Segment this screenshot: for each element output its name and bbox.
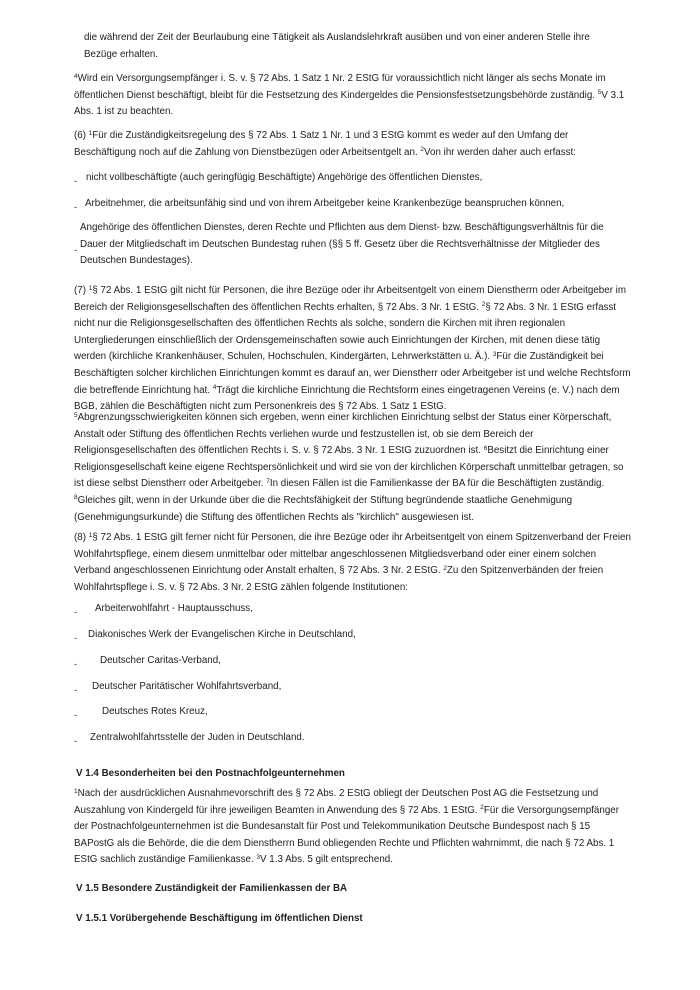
list-item	[74, 627, 634, 644]
list-item	[74, 730, 634, 747]
paragraph-label: (6)	[74, 130, 89, 141]
paragraph-text: Trägt die kirchliche Einrichtung die Rechtsform eines eingetragenen Vereins (e. V.) nach dem BGB, zählen die Beschäftigten nicht zum Personenkreis des § 72 Abs. 1 Satz 1 EStG.	[74, 384, 620, 413]
paragraph-text: Besitzt die Einrichtung einer Religionsgesellschaft keine eigene Rechtspersönlichkeit und wird sie von der kirchlichen Körperschaft unmittelbar getragen, so ist diese selbst Dienstherr oder Arbeitgeber.	[74, 445, 624, 490]
bullet-dash: -	[74, 202, 77, 212]
list-item	[74, 679, 634, 696]
bullet-dash: -	[74, 659, 77, 669]
paragraph-text: Gleiches gilt, wenn in der Urkunde über die die Rechtsfähigkeit der Stiftung begründende staatliche Genehmigung (Genehmigungsurkunde) die Stiftung des öffentlichen Rechts als "kirchlich" ausgewiesen ist.	[74, 494, 573, 523]
section-heading-1-5: V 1.5 Besondere Zuständigkeit der Familienkassen der BA	[76, 883, 348, 894]
list-item-text: Deutscher Caritas-Verband,	[100, 655, 221, 666]
section-heading-1-5-1: V 1.5.1 Vorübergehende Beschäftigung im öffentlichen Dienst	[76, 913, 363, 924]
bullet-dash: -	[74, 176, 77, 186]
paragraph-text: Zu den Spitzenverbänden der freien Wohlfahrtspflege i. S. v. § 72 Abs. 3 Nr. 2 EStG zählen folgende Institutionen:	[74, 565, 604, 593]
list-item	[74, 170, 634, 187]
list-item-text: Diakonisches Werk der Evangelischen Kirche in Deutschland,	[88, 629, 356, 640]
list-item	[74, 196, 634, 213]
paragraph-text: Nach der ausdrücklichen Ausnahmevorschrift des § 72 Abs. 2 EStG obliegt der Deutschen Post AG die Festsetzung und Auszahlung von Kindergeld für ihre jeweiligen Beamten in Anwendung des § 72 Abs. 1 EStG.	[74, 788, 599, 816]
paragraph-text: § 72 Abs. 1 EStG gilt nicht für Personen, die ihre Bezüge oder ihr Arbeitsentgelt von einem Dienstherrn oder Arbeitgeber im Bereich der Religionsgesellschaften des öffentlichen Rechts erhalten, § 72 Abs. 3 Nr. 1 EStG.	[74, 285, 627, 313]
sentence-number: 8	[74, 494, 78, 502]
sentence-number: 3	[256, 853, 261, 861]
list-item-text: Deutsches Rotes Kreuz,	[102, 706, 208, 717]
sentence-number: 6	[483, 444, 488, 452]
bullet-dash: -	[74, 685, 77, 695]
bullet-dash: -	[74, 710, 77, 720]
paragraph-text: § 72 Abs. 3 Nr. 1 EStG erfasst nicht nur die Religionsgesellschaften des öffentlichen Rechts als solche, sondern die Kirchen mit ihren regionalen Untergliederungen einschließlich der Ordensgemeinschaften sowie auch Einrichtungen der Kirchen, mit denen diese tätig werden (kirchliche Krankenhäuser, Schulen, Hochschulen, Kindergärten, Lehrwerkstätten u. Ä.).	[74, 301, 617, 363]
sentence-number: 5	[597, 89, 602, 97]
list-item-text: Arbeitnehmer, die arbeitsunfähig sind und von ihrem Arbeitgeber keine Krankenbezüge beanspruchen können,	[85, 198, 565, 209]
sentence-number: 2	[443, 564, 447, 572]
sentence-number: 1	[88, 531, 93, 539]
sentence-number: 1	[88, 129, 93, 137]
paragraph-text: Wird ein Versorgungsempfänger i. S. v. § 72 Abs. 1 Satz 1 Nr. 2 EStG für voraussichtlich nicht länger als sechs Monate im öffentlichen Dienst beschäftigt, bleibt für die Festsetzung des Kindergeldes die Pensionsfestsetzungsbehörde zuständig.	[74, 73, 606, 101]
paragraph-text: Für die Zuständigkeit bei Beschäftigten solcher kirchlichen Einrichtungen kommt es darauf an, wer Dienstherr oder Arbeitgeber ist und welche Rechtsform die betreffende Einrichtung hat.	[74, 351, 631, 396]
paragraph-label: (8)	[74, 532, 89, 543]
list-item-text: Deutscher Paritätischer Wohlfahrtsverband,	[92, 681, 282, 692]
sentence-number: 2	[420, 146, 425, 154]
list-item-text: Angehörige des öffentlichen Dienstes, deren Rechte und Pflichten aus dem Dienst- bzw. Beschäftigungsverhältnis für die Dauer der Mitgliedschaft im Deutschen Bundestag ruhen (§§ 5 ff. Gesetz über die Rechtsverhältnisse der Mitglieder des Deutschen Bundestages).	[80, 222, 604, 267]
lead-paragraph: die während der Zeit der Beurlaubung eine Tätigkeit als Auslandslehrkraft ausüben und von einer anderen Stelle ihre Bezüge erhalten.	[84, 32, 590, 60]
paragraph-text: Für die Versorgungsempfänger der Postnachfolgeunternehmen ist die Bundesanstalt für Post und Telekommunikation Deutsche Bundespost nach § 15 BAPostG als die Behörde, die die dem Dienstherrn Bund obliegenden Rechte und Pflichten wahrnimmt, die nach § 72 Abs. 1 EStG sachlich zuständige Familienkasse.	[74, 804, 619, 866]
section-heading-1-4: V 1.4 Besonderheiten bei den Postnachfolgeunternehmen	[76, 768, 345, 779]
sentence-number: 2	[480, 804, 484, 812]
paragraph-text: § 72 Abs. 1 EStG gilt ferner nicht für Personen, die ihre Bezüge oder ihr Arbeitsentgelt von einem Spitzenverband der Freien Wohlfahrtspflege, einem diesem unmittelbar oder mittelbar angeschlossenen Mitgliedsverband oder einer einem solchen Verband angeschlossenen Einrichtung oder Anstalt erhalten, § 72 Abs. 3 Nr. 2 EStG.	[74, 532, 631, 577]
paragraph-7-continued	[74, 410, 632, 526]
paragraph-7	[74, 283, 632, 416]
bullet-dash: -	[74, 607, 77, 617]
paragraph-text: V 1.3 Abs. 5 gilt entsprechend.	[260, 854, 393, 866]
list-item	[74, 601, 634, 618]
bullet-dash: -	[74, 736, 77, 746]
sentence-number: 7	[266, 477, 270, 485]
list-item	[74, 653, 634, 670]
paragraph-text: In diesen Fällen ist die Familienkasse der BA für die Beschäftigten zuständig.	[269, 478, 605, 490]
paragraph-text: Von ihr werden daher auch erfasst:	[424, 146, 576, 158]
list-item-text: nicht vollbeschäftigte (auch geringfügig Beschäftigte) Angehörige des öffentlichen Dienstes,	[86, 172, 483, 183]
sentence-number: 2	[481, 301, 486, 309]
paragraph-6	[74, 128, 632, 161]
sentence-number: 5	[74, 411, 78, 419]
paragraph-1-4	[74, 786, 632, 869]
paragraph-5-4	[74, 71, 632, 121]
sentence-number: 3	[492, 350, 497, 358]
paragraph-text: V 3.1 Abs. 1 ist zu beachten.	[74, 89, 625, 118]
paragraph-8	[74, 530, 632, 596]
list-item	[74, 220, 634, 270]
bullet-dash: -	[74, 633, 77, 643]
sentence-number: 1	[74, 787, 78, 795]
sentence-number: 4	[212, 384, 217, 392]
list-item-text: Arbeiterwohlfahrt - Hauptausschuss,	[95, 603, 253, 614]
list-item	[74, 704, 634, 721]
paragraph-text: Abgrenzungsschwierigkeiten können sich ergeben, wenn einer kirchlichen Einrichtung selbst der Status einer Körperschaft, Anstalt oder Stiftung des öffentlichen Rechts verliehen wurde und festzustellen ist, ob sie dem Bereich der Religionsgesellschaften des öffentlichen Rechts i. S. v. § 72 Abs. 3 Nr. 1 EStG zuzuordnen ist.	[74, 412, 612, 457]
list-item-text: Zentralwohlfahrtsstelle der Juden in Deutschland.	[90, 732, 305, 743]
paragraph-text: Für die Zuständigkeitsregelung des § 72 Abs. 1 Satz 1 Nr. 1 und 3 EStG kommt es weder auf den Umfang der Beschäftigung noch auf die Zahlung von Dienstbezügen oder Arbeitsentgelt an.	[74, 130, 569, 158]
paragraph-label: (7)	[74, 285, 89, 296]
sentence-number: 1	[88, 284, 93, 292]
sentence-number: 4	[74, 72, 78, 80]
bullet-dash: -	[74, 245, 77, 255]
